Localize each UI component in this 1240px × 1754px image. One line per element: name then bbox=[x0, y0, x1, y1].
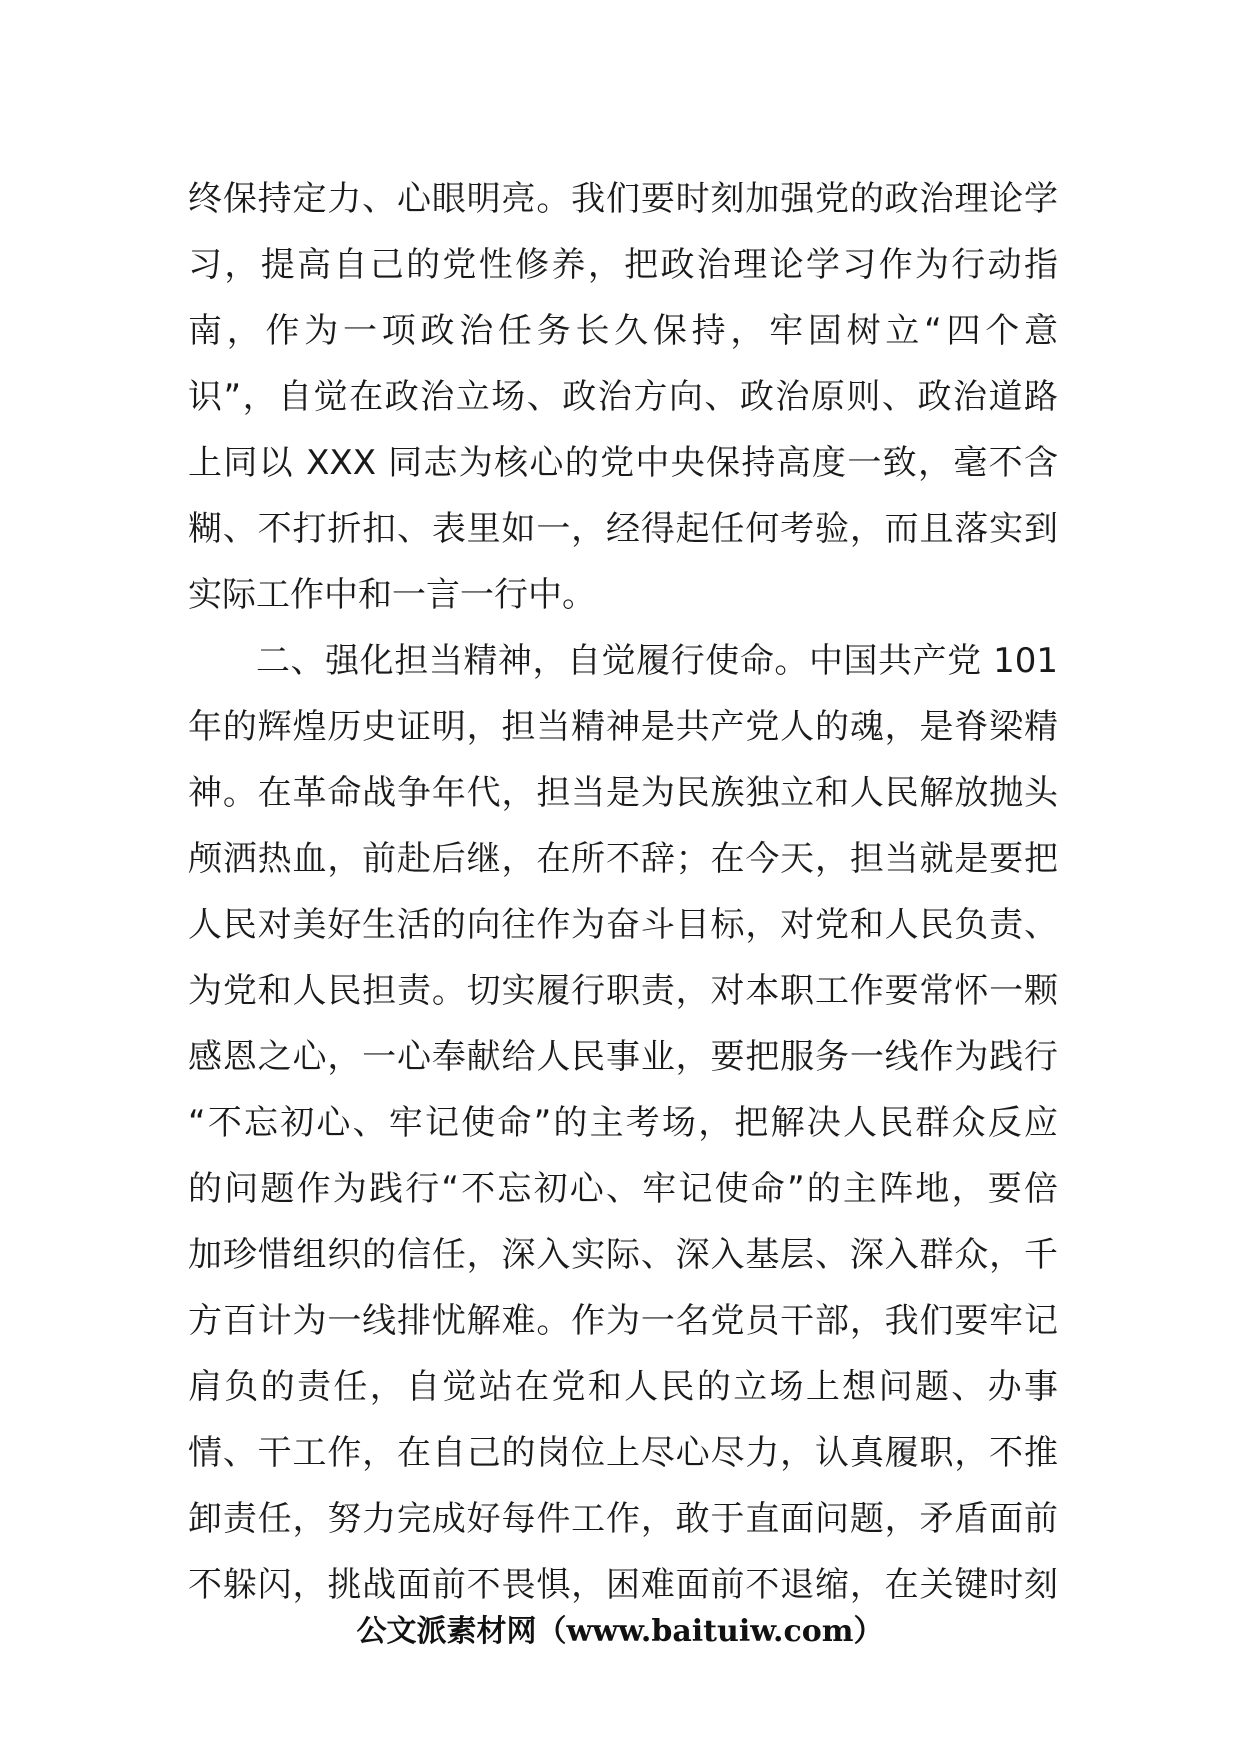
text-line: 年的辉煌历史证明，担当精神是共产党人的魂，是脊梁精 bbox=[188, 707, 1058, 747]
text-line: 为党和人民担责。切实履行职责，对本职工作要常怀一颗 bbox=[188, 971, 1058, 1011]
text-line: 人民对美好生活的向往作为奋斗目标，对党和人民负责、 bbox=[188, 905, 1058, 945]
paragraph-heading-line: 二、强化担当精神，自觉履行使命。中国共产党 101 bbox=[256, 641, 1058, 681]
text-line: 上同以 XXX 同志为核心的党中央保持高度一致，毫不含 bbox=[188, 443, 1058, 483]
document-body bbox=[188, 166, 1058, 1618]
text-line: 情、干工作，在自己的岗位上尽心尽力，认真履职，不推 bbox=[188, 1433, 1058, 1473]
text-line: 的问题作为践行“不忘初心、牢记使命”的主阵地，要倍 bbox=[188, 1169, 1058, 1209]
text-line: 习，提高自己的党性修养，把政治理论学习作为行动指 bbox=[188, 245, 1058, 285]
text-line: 方百计为一线排忧解难。作为一名党员干部，我们要牢记 bbox=[188, 1301, 1058, 1341]
text-line: “不忘初心、牢记使命”的主考场，把解决人民群众反应 bbox=[188, 1103, 1058, 1143]
text-line: 糊、不打折扣、表里如一，经得起任何考验，而且落实到 bbox=[188, 509, 1058, 549]
text-line: 实际工作中和一言一行中。 bbox=[188, 575, 596, 615]
text-line: 卸责任，努力完成好每件工作，敢于直面问题，矛盾面前 bbox=[188, 1499, 1058, 1539]
footer-watermark: 公文派素材网（www.baituiw.com） bbox=[356, 1614, 884, 1649]
text-line: 终保持定力、心眼明亮。我们要时刻加强党的政治理论学 bbox=[188, 179, 1058, 219]
text-line: 神。在革命战争年代，担当是为民族独立和人民解放抛头 bbox=[188, 773, 1058, 813]
text-line: 加珍惜组织的信任，深入实际、深入基层、深入群众，千 bbox=[188, 1235, 1058, 1275]
text-line: 肩负的责任，自觉站在党和人民的立场上想问题、办事 bbox=[188, 1367, 1058, 1407]
text-line: 南，作为一项政治任务长久保持，牢固树立“四个意 bbox=[188, 311, 1058, 351]
text-line: 感恩之心，一心奉献给人民事业，要把服务一线作为践行 bbox=[188, 1037, 1058, 1077]
text-line: 不躲闪，挑战面前不畏惧，困难面前不退缩，在关键时刻 bbox=[188, 1565, 1058, 1605]
text-line: 颅洒热血，前赴后继，在所不辞；在今天，担当就是要把 bbox=[188, 839, 1058, 879]
text-line: 识”，自觉在政治立场、政治方向、政治原则、政治道路 bbox=[188, 377, 1058, 417]
